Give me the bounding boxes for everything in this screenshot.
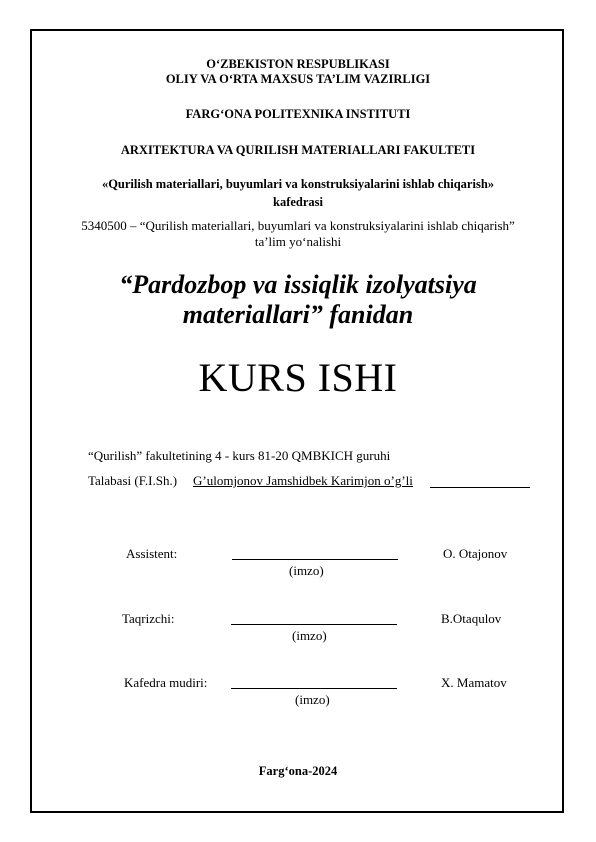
student-name: G’ulomjonov Jamshidbek Karimjon o’g’li xyxy=(193,473,413,488)
student-label: Talabasi (F.I.Sh.) xyxy=(88,473,178,488)
signature-caption-head: (imzo) xyxy=(295,692,330,707)
direction-line-2: ta’lim yo‘nalishi xyxy=(254,234,342,249)
department-word: kafedrasi xyxy=(273,195,323,209)
direction-line-1: 5340500 – “Qurilish materiallari, buyumlari va konstruksiyalarini ishlab chiqarish” xyxy=(81,218,515,233)
faculty-heading: ARXITEKTURA VA QURILISH MATERIALLARI FAKULTETI xyxy=(120,143,476,157)
subject-title-line-2: materiallari” fanidan xyxy=(182,300,414,329)
signature-name-head: X. Mamatov xyxy=(441,675,507,690)
signature-role-assistant: Assistent: xyxy=(126,546,178,561)
signature-caption-assistant: (imzo) xyxy=(289,563,324,578)
signature-name-reviewer: B.Otaqulov xyxy=(441,611,502,626)
place-year: Farg‘ona-2024 xyxy=(258,764,338,778)
department-heading: «Qurilish materiallari, buyumlari va konstruksiyalarini ishlab chiqarish» xyxy=(101,177,495,191)
signature-caption-reviewer: (imzo) xyxy=(292,628,327,643)
ministry-heading: OLIY VA O‘RTA MAXSUS TA’LIM VAZIRLIGI xyxy=(165,72,431,86)
institute-heading: FARG‘ONA POLITEXNIKA INSTITUTI xyxy=(185,107,411,121)
signature-line-reviewer xyxy=(231,624,397,625)
group-line: “Qurilish” fakultetining 4 - kurs 81-20 QMBKICH guruhi xyxy=(88,448,391,463)
signature-line-assistant xyxy=(232,559,398,560)
work-type-title: KURS ISHI xyxy=(198,355,398,400)
student-name-underline xyxy=(430,487,530,488)
signature-line-head xyxy=(231,688,397,689)
signature-name-assistant: O. Otajonov xyxy=(443,546,508,561)
republic-heading: O‘ZBEKISTON RESPUBLIKASI xyxy=(206,57,390,71)
signature-role-head: Kafedra mudiri: xyxy=(124,675,208,690)
subject-title-line-1: “Pardozbop va issiqlik izolyatsiya xyxy=(119,270,477,299)
signature-role-reviewer: Taqrizchi: xyxy=(122,611,175,626)
